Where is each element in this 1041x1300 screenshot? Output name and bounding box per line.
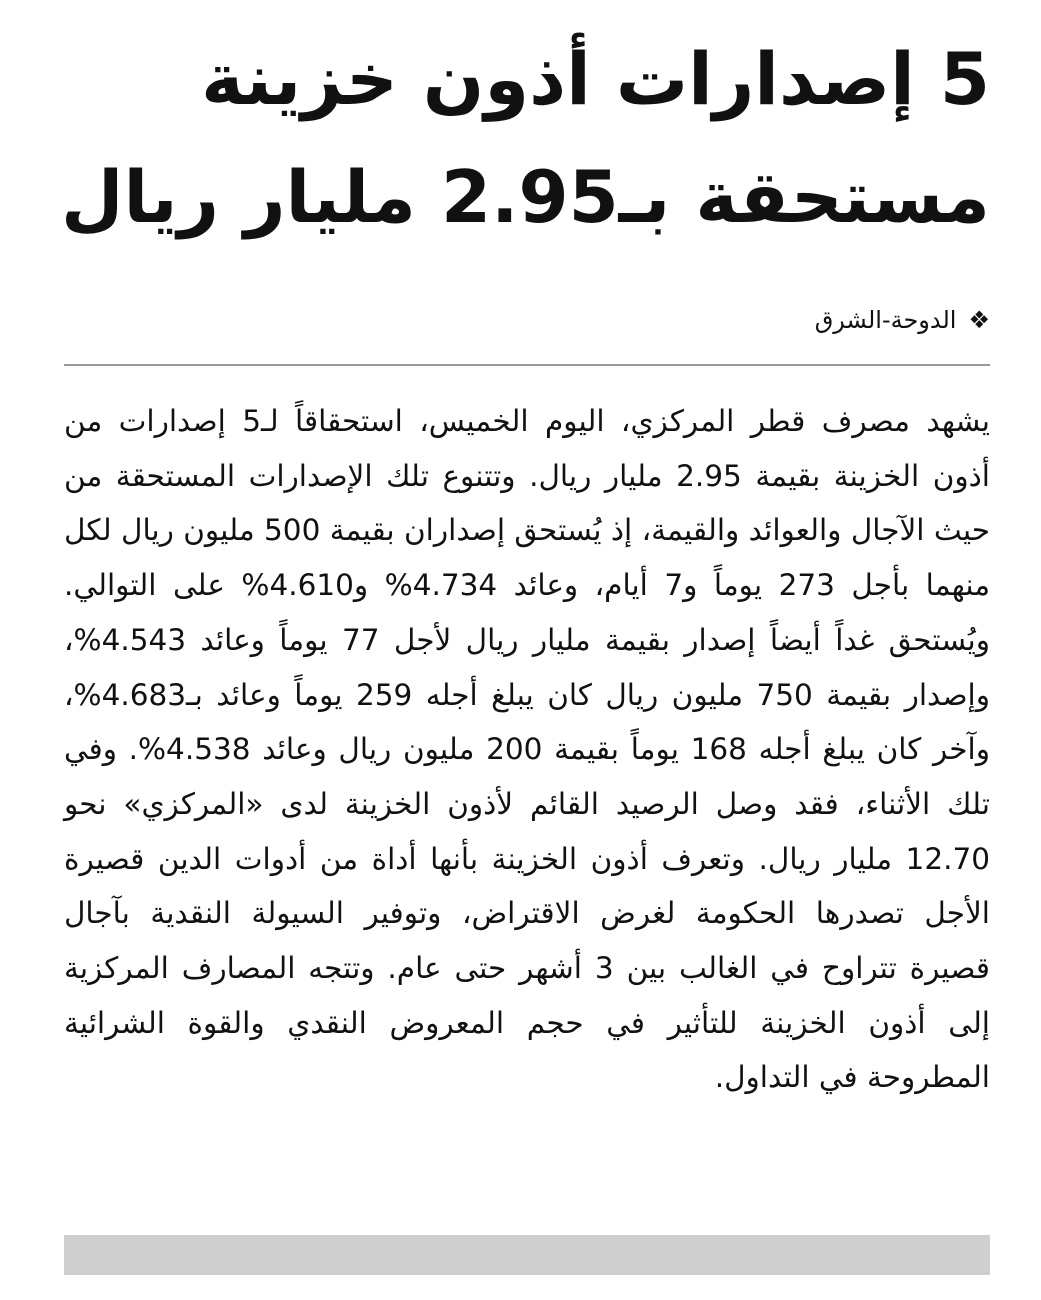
byline-source: الدوحة-الشرق	[814, 306, 957, 334]
footer-bar	[64, 1235, 990, 1275]
diamond-bullet-icon: ❖	[968, 306, 990, 334]
article-body: يشهد مصرف قطر المركزي، اليوم الخميس، استحقاقاً لـ5 إصدارات من أذون الخزينة بقيمة 2.95 مليار ريال. وتتنوع تلك الإصدارات المستحقة من حيث الآجال والعوائد والقيمة، إذ يُستحق إصداران بقيمة 500 مليون ريال لكل منهما بأجل 273 يوماً و7 أيام، وعائد 4.734% و4.610% على التوالي. ويُستحق غداً أيضاً إصدار بقيمة مليار ريال لأجل 77 يوماً وعائد 4.543%، وإصدار بقيمة 750 مليون ريال كان يبلغ أجله 259 يوماً وعائد بـ4.683%، وآخر كان يبلغ أجله 168 يوماً بقيمة 200 مليون ريال وعائد 4.538%. وفي تلك الأثناء، فقد وصل الرصيد القائم لأذون الخزينة لدى «المركزي» نحو 12.70 مليار ريال. وتعرف أذون الخزينة بأنها أداة من أدوات الدين قصيرة الأجل تصدرها الحكومة لغرض الاقتراض، وتوفير السيولة النقدية بآجال قصيرة تتراوح في الغالب بين 3 أشهر حتى عام. وتتجه المصارف المركزية إلى أذون الخزينة للتأثير في حجم المعروض النقدي والقوة الشرائية المطروحة في التداول.	[64, 404, 991, 1095]
headline-line-1: 5 إصدارات أذون خزينة	[201, 37, 990, 121]
headline-line-2: مستحقة بـ2.95 مليار ريال	[61, 155, 990, 239]
byline	[64, 300, 990, 340]
divider	[64, 364, 990, 366]
news-article	[61, 20, 991, 1135]
headline	[61, 20, 990, 256]
